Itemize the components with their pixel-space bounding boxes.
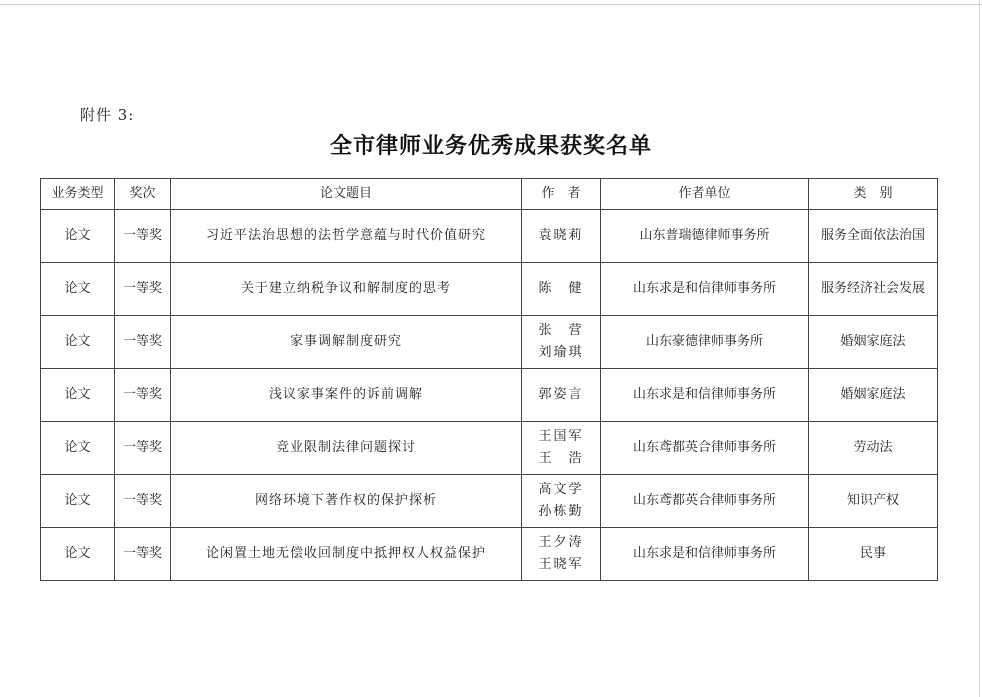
cell-category: 民事 xyxy=(809,528,938,581)
table-row xyxy=(41,369,938,422)
cell-category: 劳动法 xyxy=(809,422,938,475)
table-row xyxy=(41,210,938,263)
table-row xyxy=(41,316,938,369)
cell-paper-title: 习近平法治思想的法哲学意蕴与时代价值研究 xyxy=(171,210,522,263)
cell-award: 一等奖 xyxy=(115,369,171,422)
table-row xyxy=(41,528,938,581)
header-author: 作 者 xyxy=(522,179,601,210)
header-author-unit: 作者单位 xyxy=(601,179,809,210)
author-name: 刘瑜琪 xyxy=(538,345,584,360)
cell-award: 一等奖 xyxy=(115,528,171,581)
cell-type: 论文 xyxy=(41,422,115,475)
cell-author-unit: 山东求是和信律师事务所 xyxy=(601,369,809,422)
table-row xyxy=(41,422,938,475)
cell-author-unit: 山东普瑞德律师事务所 xyxy=(601,210,809,263)
author-name: 陈 健 xyxy=(538,281,584,296)
cell-award: 一等奖 xyxy=(115,422,171,475)
cell-paper-title: 网络环境下著作权的保护探析 xyxy=(171,475,522,528)
awards-table xyxy=(40,178,938,581)
header-award: 奖次 xyxy=(115,179,171,210)
scan-edge-top xyxy=(0,4,982,5)
cell-award: 一等奖 xyxy=(115,316,171,369)
author-name: 郭姿言 xyxy=(538,387,584,402)
attachment-label: 附件 3: xyxy=(80,106,135,124)
author-name: 王晓军 xyxy=(538,557,584,572)
header-paper-title: 论文题目 xyxy=(171,179,522,210)
author-name: 高文学 xyxy=(538,482,584,497)
author-name: 王夕涛 xyxy=(538,535,584,550)
cell-author xyxy=(522,316,601,369)
author-name: 袁晓莉 xyxy=(538,228,584,243)
cell-paper-title: 浅议家事案件的诉前调解 xyxy=(171,369,522,422)
header-business-type: 业务类型 xyxy=(41,179,115,210)
cell-author-unit: 山东鸢都英合律师事务所 xyxy=(601,422,809,475)
cell-paper-title: 竞业限制法律问题探讨 xyxy=(171,422,522,475)
author-name: 王 浩 xyxy=(538,451,584,466)
scan-edge-right xyxy=(979,0,980,697)
author-name: 王国军 xyxy=(538,429,584,444)
cell-type: 论文 xyxy=(41,475,115,528)
cell-category: 婚姻家庭法 xyxy=(809,316,938,369)
cell-author xyxy=(522,528,601,581)
cell-author-unit: 山东豪德律师事务所 xyxy=(601,316,809,369)
cell-category: 服务经济社会发展 xyxy=(809,263,938,316)
cell-type: 论文 xyxy=(41,316,115,369)
cell-category: 服务全面依法治国 xyxy=(809,210,938,263)
cell-author xyxy=(522,475,601,528)
cell-award: 一等奖 xyxy=(115,210,171,263)
cell-type: 论文 xyxy=(41,263,115,316)
cell-paper-title: 家事调解制度研究 xyxy=(171,316,522,369)
cell-award: 一等奖 xyxy=(115,263,171,316)
cell-author xyxy=(522,369,601,422)
author-name: 孙栋勤 xyxy=(538,504,584,519)
cell-award: 一等奖 xyxy=(115,475,171,528)
table-header-row xyxy=(41,179,938,210)
cell-author xyxy=(522,210,601,263)
author-name: 张 营 xyxy=(538,323,584,338)
cell-type: 论文 xyxy=(41,528,115,581)
cell-author-unit: 山东求是和信律师事务所 xyxy=(601,528,809,581)
table-row xyxy=(41,263,938,316)
cell-paper-title: 关于建立纳税争议和解制度的思考 xyxy=(171,263,522,316)
cell-author xyxy=(522,263,601,316)
cell-category: 知识产权 xyxy=(809,475,938,528)
header-category: 类 别 xyxy=(809,179,938,210)
cell-category: 婚姻家庭法 xyxy=(809,369,938,422)
cell-author-unit: 山东鸢都英合律师事务所 xyxy=(601,475,809,528)
cell-type: 论文 xyxy=(41,210,115,263)
cell-author-unit: 山东求是和信律师事务所 xyxy=(601,263,809,316)
cell-author xyxy=(522,422,601,475)
table-row xyxy=(41,475,938,528)
document-title: 全市律师业务优秀成果获奖名单 xyxy=(329,133,652,159)
cell-type: 论文 xyxy=(41,369,115,422)
cell-paper-title: 论闲置土地无偿收回制度中抵押权人权益保护 xyxy=(171,528,522,581)
